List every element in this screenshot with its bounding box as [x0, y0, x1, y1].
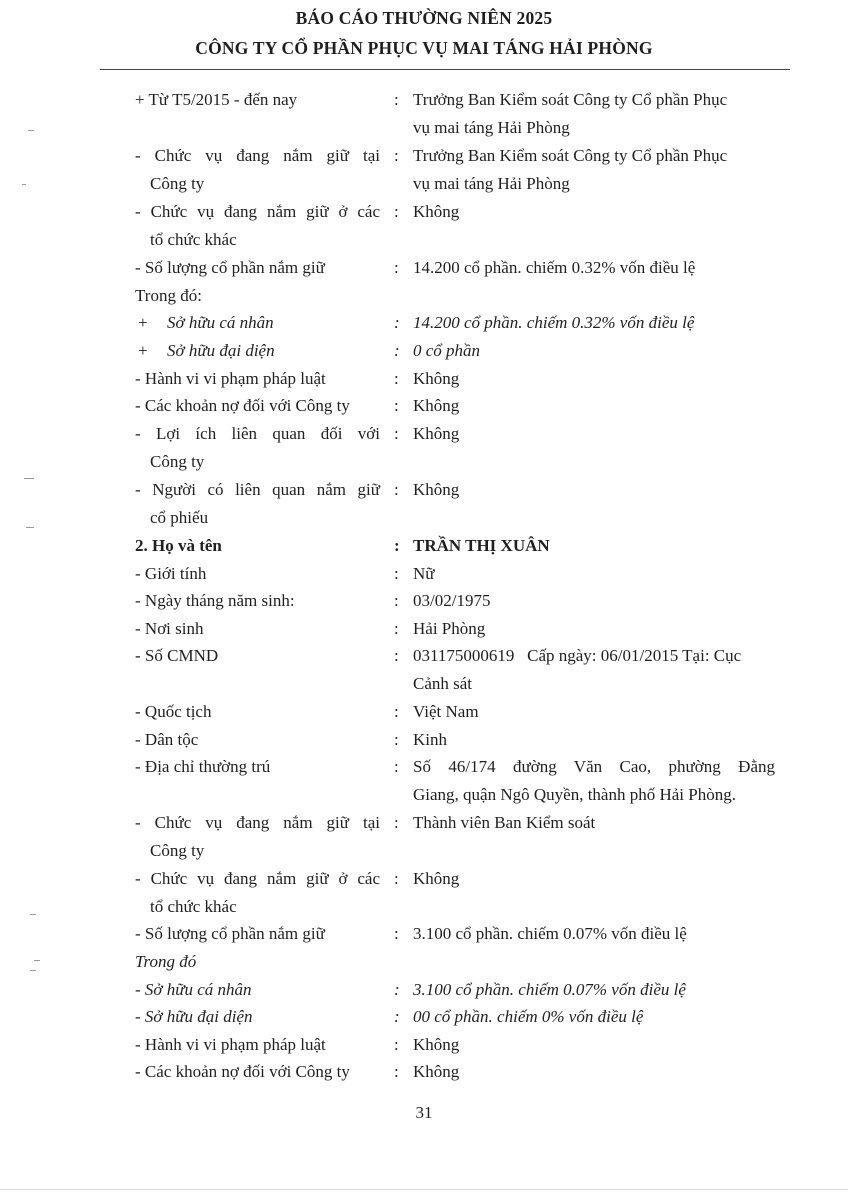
row-label: - Sở hữu cá nhân [135, 980, 252, 999]
row-value: vụ mai táng Hải Phòng [413, 118, 570, 137]
row-value: Không [413, 369, 460, 388]
row-label: Công ty [150, 841, 205, 860]
scan-mark [28, 130, 34, 131]
row-colon: : [394, 757, 399, 776]
row-label: - Các khoản nợ đối với Công ty [135, 1062, 350, 1081]
company-name: CÔNG TY CỔ PHẦN PHỤC VỤ MAI TÁNG HẢI PHÒNG [195, 38, 653, 58]
row-label: - Dân tộc [135, 730, 199, 749]
row-label: - Chức vụ đang nắm giữ tại [135, 146, 380, 165]
row-label: - Các khoản nợ đối với Công ty [135, 396, 350, 415]
row-label: Sở hữu đại diện [167, 341, 275, 360]
row-colon: : [394, 369, 399, 388]
row-label: - Ngày tháng năm sinh: [135, 591, 295, 610]
row-label: - Số lượng cổ phần nắm giữ [135, 924, 325, 943]
row-value: vụ mai táng Hải Phòng [413, 174, 570, 193]
row-label: - Chức vụ đang nắm giữ ở các [135, 202, 380, 221]
row-colon: : [394, 313, 400, 332]
row-value: 14.200 cổ phần. chiếm 0.32% vốn điều lệ [413, 313, 695, 332]
plus-marker: + [137, 313, 149, 332]
scan-mark [30, 914, 36, 915]
row-label: tổ chức khác [150, 230, 237, 249]
row-colon: : [394, 146, 399, 165]
row-colon: : [394, 869, 399, 888]
row-label: Trong đó [135, 952, 197, 971]
row-colon: : [394, 924, 399, 943]
bottom-edge [0, 1189, 848, 1190]
row-value: 03/02/1975 [413, 591, 491, 610]
report-title: BÁO CÁO THƯỜNG NIÊN 2025 [295, 8, 553, 28]
row-label: Sở hữu cá nhân [167, 313, 274, 332]
row-label: - Người có liên quan nắm giữ [135, 480, 380, 499]
scan-mark [22, 184, 26, 185]
row-value: Không [413, 1062, 460, 1081]
row-colon: : [394, 1062, 399, 1081]
row-label: - Hành vi vi phạm pháp luật [135, 1035, 326, 1054]
row-label: - Số lượng cổ phần nắm giữ [135, 258, 325, 277]
row-value: Trưởng Ban Kiểm soát Công ty Cổ phần Phục [413, 90, 728, 109]
row-label: Công ty [150, 452, 205, 471]
row-value: Không [413, 480, 460, 499]
row-label: 2. Họ và tên [135, 536, 222, 555]
scan-mark [26, 527, 34, 528]
row-label: - Sở hữu đại diện [135, 1007, 253, 1026]
row-label: - Nơi sinh [135, 619, 204, 638]
row-label: - Chức vụ đang nắm giữ tại [135, 813, 380, 832]
row-label: - Giới tính [135, 564, 207, 583]
row-colon: : [394, 730, 399, 749]
plus-marker: + [137, 341, 149, 360]
row-colon: : [394, 202, 399, 221]
row-colon: : [394, 646, 399, 665]
row-value: Kinh [413, 730, 447, 749]
row-colon: : [394, 702, 399, 721]
row-colon: : [394, 341, 400, 360]
row-value: Số 46/174 đường Văn Cao, phường Đằng [413, 757, 775, 776]
row-colon: : [394, 396, 399, 415]
row-colon: : [394, 258, 399, 277]
page-number: 31 [415, 1103, 433, 1122]
row-value: Việt Nam [413, 702, 479, 721]
row-label: - Lợi ích liên quan đối với [135, 424, 380, 443]
row-colon: : [394, 1035, 399, 1054]
row-colon: : [394, 619, 399, 638]
row-colon: : [394, 813, 399, 832]
row-colon: : [394, 90, 399, 109]
row-label: - Địa chỉ thường trú [135, 757, 271, 776]
row-colon: : [394, 480, 399, 499]
row-colon: : [394, 536, 400, 555]
row-colon: : [394, 564, 399, 583]
row-value: Giang, quận Ngô Quyền, thành phố Hải Phòng. [413, 785, 736, 804]
row-label: cổ phiếu [150, 508, 209, 527]
row-colon: : [394, 980, 400, 999]
row-label: - Chức vụ đang nắm giữ ở các [135, 869, 380, 888]
row-value: Không [413, 396, 460, 415]
person-name: TRẦN THỊ XUÂN [413, 536, 550, 555]
row-label: + Từ T5/2015 - đến nay [135, 90, 298, 109]
row-value: 00 cổ phần. chiếm 0% vốn điều lệ [413, 1007, 644, 1026]
scan-mark [34, 960, 40, 961]
row-colon: : [394, 1007, 400, 1026]
row-value: Không [413, 202, 460, 221]
row-label: Trong đó: [135, 286, 202, 305]
row-value: Cảnh sát [413, 674, 473, 693]
row-value: 0 cổ phần [413, 341, 481, 360]
row-label: - Quốc tịch [135, 702, 212, 721]
row-value: Thành viên Ban Kiểm soát [413, 813, 596, 832]
row-value: Không [413, 424, 460, 443]
row-value: 3.100 cổ phần. chiếm 0.07% vốn điều lệ [413, 980, 686, 999]
row-value: Không [413, 869, 460, 888]
row-label: - Số CMND [135, 646, 219, 665]
row-label: - Hành vi vi phạm pháp luật [135, 369, 326, 388]
row-colon: : [394, 591, 399, 610]
row-label: Công ty [150, 174, 205, 193]
row-value: Không [413, 1035, 460, 1054]
row-value: 14.200 cổ phần. chiếm 0.32% vốn điều lệ [413, 258, 696, 277]
row-value: Trưởng Ban Kiểm soát Công ty Cổ phần Phục [413, 146, 728, 165]
row-colon: : [394, 424, 399, 443]
row-value: Hải Phòng [413, 619, 486, 638]
scan-mark [24, 478, 34, 479]
row-value: 3.100 cổ phần. chiếm 0.07% vốn điều lệ [413, 924, 687, 943]
scan-mark [30, 970, 36, 971]
row-label: tổ chức khác [150, 897, 237, 916]
row-value: 031175000619 Cấp ngày: 06/01/2015 Tại: Cục [413, 646, 742, 665]
row-value: Nữ [413, 564, 435, 583]
